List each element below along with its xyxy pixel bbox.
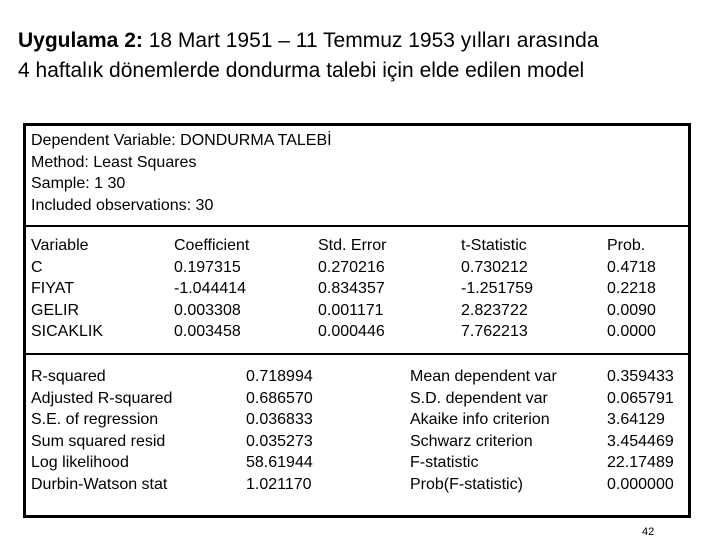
stat-label: Mean dependent var bbox=[410, 368, 557, 385]
stat-value: 1.021170 bbox=[246, 475, 312, 493]
table-cell: 0.834357 bbox=[318, 280, 385, 297]
right-stat-values bbox=[607, 366, 674, 495]
stat-value: 0.035273 bbox=[246, 432, 313, 450]
regression-header bbox=[31, 130, 332, 216]
stat-label: S.E. of regression bbox=[31, 411, 159, 428]
table-cell: 0.0000 bbox=[607, 323, 656, 340]
stat-label: R-squared bbox=[31, 368, 106, 385]
table-cell: SICAKLIK bbox=[31, 323, 104, 340]
table-cell: 0.0090 bbox=[607, 301, 656, 319]
table-cell: 0.2218 bbox=[607, 280, 656, 297]
table-cell: 0.000446 bbox=[318, 323, 385, 340]
stat-value: 22.17489 bbox=[607, 454, 674, 471]
table-cell: FIYAT bbox=[31, 280, 74, 297]
stat-value: 0.359433 bbox=[607, 368, 674, 385]
title-line-2: 4 haftalık dönemlerde dondurma talebi için elde edilen model bbox=[18, 59, 585, 82]
stat-label: F-statistic bbox=[410, 454, 479, 471]
stat-label: Sum squared resid bbox=[31, 432, 166, 450]
title-line-1-text: 18 Mart 1951 – 11 Temmuz 1953 yılları arasında bbox=[142, 29, 599, 52]
table-cell: C bbox=[31, 258, 43, 276]
prob-column bbox=[607, 235, 656, 343]
left-stat-labels bbox=[31, 366, 172, 495]
stat-label: Akaike info criterion bbox=[410, 411, 550, 428]
table-cell: 0.003308 bbox=[174, 301, 241, 319]
observations-line: Included observations: 30 bbox=[31, 196, 214, 214]
stat-value: 0.686570 bbox=[246, 389, 313, 407]
stat-value: 58.61944 bbox=[246, 454, 313, 471]
stat-label: Durbin-Watson stat bbox=[31, 475, 168, 493]
title-line-1 bbox=[18, 26, 708, 56]
table-cell: 0.270216 bbox=[318, 258, 385, 276]
stat-label: S.D. dependent var bbox=[410, 389, 548, 407]
regression-output-box bbox=[23, 123, 691, 518]
table-cell: 7.762213 bbox=[461, 323, 528, 340]
page-number: 42 bbox=[642, 526, 655, 538]
stat-value: 0.000000 bbox=[607, 475, 674, 493]
column-header: Variable bbox=[31, 237, 89, 254]
dependent-variable-line: Dependent Variable: DONDURMA TALEBİ bbox=[31, 132, 332, 149]
left-stat-values bbox=[246, 366, 313, 495]
method-line: Method: Least Squares bbox=[31, 153, 197, 171]
table-cell: 2.823722 bbox=[461, 301, 528, 319]
stat-label: Adjusted R-squared bbox=[31, 389, 173, 407]
stat-label: Prob(F-statistic) bbox=[410, 475, 523, 493]
table-cell: 0.730212 bbox=[461, 258, 528, 276]
right-stat-labels bbox=[410, 366, 557, 495]
column-header: Prob. bbox=[607, 237, 646, 254]
slide-title bbox=[18, 26, 708, 86]
column-header: Std. Error bbox=[318, 237, 387, 254]
column-header: Coefficient bbox=[174, 237, 250, 254]
variable-column bbox=[31, 235, 103, 343]
table-cell: 0.197315 bbox=[174, 258, 241, 276]
stat-value: 0.036833 bbox=[246, 411, 313, 428]
stat-value: 3.64129 bbox=[607, 411, 665, 428]
table-cell: GELIR bbox=[31, 301, 80, 319]
table-cell: -1.251759 bbox=[461, 280, 534, 297]
stat-value: 0.718994 bbox=[246, 368, 313, 385]
coefficient-column bbox=[174, 235, 249, 343]
table-cell: 0.003458 bbox=[174, 323, 241, 340]
sample-line: Sample: 1 30 bbox=[31, 175, 126, 192]
header-divider bbox=[26, 225, 688, 227]
stat-label: Log likelihood bbox=[31, 454, 129, 471]
title-lead: Uygulama 2: bbox=[18, 29, 143, 52]
stat-value: 0.065791 bbox=[607, 389, 674, 407]
std-error-column bbox=[318, 235, 386, 343]
stat-label: Schwarz criterion bbox=[410, 432, 533, 450]
table-cell: -1.044414 bbox=[174, 280, 247, 297]
table-cell: 0.001171 bbox=[318, 301, 384, 319]
column-header: t-Statistic bbox=[461, 237, 527, 254]
table-cell: 0.4718 bbox=[607, 258, 656, 276]
stat-value: 3.454469 bbox=[607, 432, 674, 450]
t-statistic-column bbox=[461, 235, 533, 343]
table-divider bbox=[26, 353, 688, 355]
